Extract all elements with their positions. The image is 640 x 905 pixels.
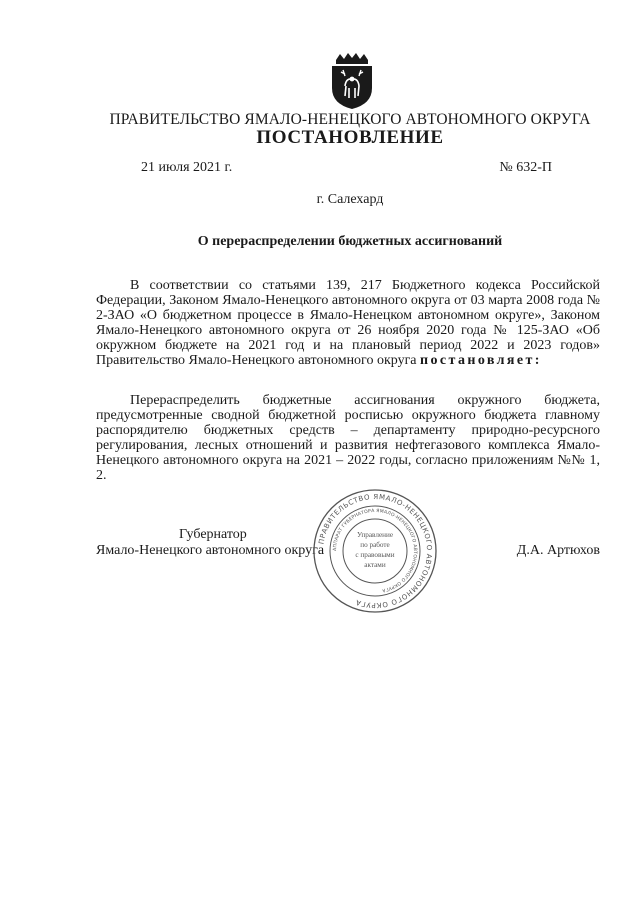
resolution-keyword: постановляет: (420, 353, 542, 369)
body-paragraph-1 (96, 278, 600, 369)
signature-organization: Ямало-Ненецкого автономного округа (96, 543, 325, 558)
document-subject: О перераспределении бюджетных ассигнований (197, 234, 503, 249)
stamp-inner-text: АППАРАТ ГУБЕРНАТОРА ЯМАЛО-НЕНЕЦКОГО АВТОНОМНОГО ОКРУГА (332, 508, 418, 593)
document-city: г. Салехард (316, 192, 384, 207)
body-paragraph-2: Перераспределить бюджетные ассигнования окружного бюджета, предусмотренные сводной бюджетной росписью окружного бюджета главному распорядителю бюджетных средств – департаменту природно-ресурсного регулирования, лесных отношений и развития нефтегазового комплекса Ямало-Ненецкого автономного округа на 2021 – 2022 годы, согласно приложениям №№ 1, 2. (96, 393, 600, 484)
signature-name: Д.А. Артюхов (516, 543, 600, 558)
document-date: 21 июля 2021 г. (141, 160, 233, 175)
document-type: ПОСТАНОВЛЕНИЕ (256, 127, 444, 148)
stamp-center-line-1: Управление (356, 531, 394, 539)
stamp-center-line-4: актами (364, 561, 386, 569)
stamp-outer-text: ПРАВИТЕЛЬСТВО ЯМАЛО-НЕНЕЦКОГО АВТОНОМНОГО ОКРУГА (317, 492, 434, 610)
organization-name: ПРАВИТЕЛЬСТВО ЯМАЛО-НЕНЕЦКОГО АВТОНОМНОГО ОКРУГА (109, 111, 591, 128)
stamp-center-line-2: по работе (360, 541, 390, 549)
paragraph-1-text: В соответствии со статьями 139, 217 Бюджетного кодекса Российской Федерации, Законом Ямало-Ненецкого автономного округа от 03 марта 2008 года № 2-ЗАО «О бюджетном процессе в Ямало-Ненецком автономном округе», Законом Ямало-Ненецкого автономного округа от 26 ноября 2020 года № 125-ЗАО «Об окружном бюджете на 2021 год и на плановый период 2022 и 2023 годов» Правительство Ямало-Ненецкого автономного округа (96, 278, 600, 369)
official-stamp (312, 488, 438, 614)
document-number: № 632-П (499, 160, 552, 175)
stamp-center-line-3: с правовыми (355, 551, 395, 559)
signature-title: Губернатор (179, 527, 247, 542)
coat-of-arms-icon (329, 52, 375, 110)
